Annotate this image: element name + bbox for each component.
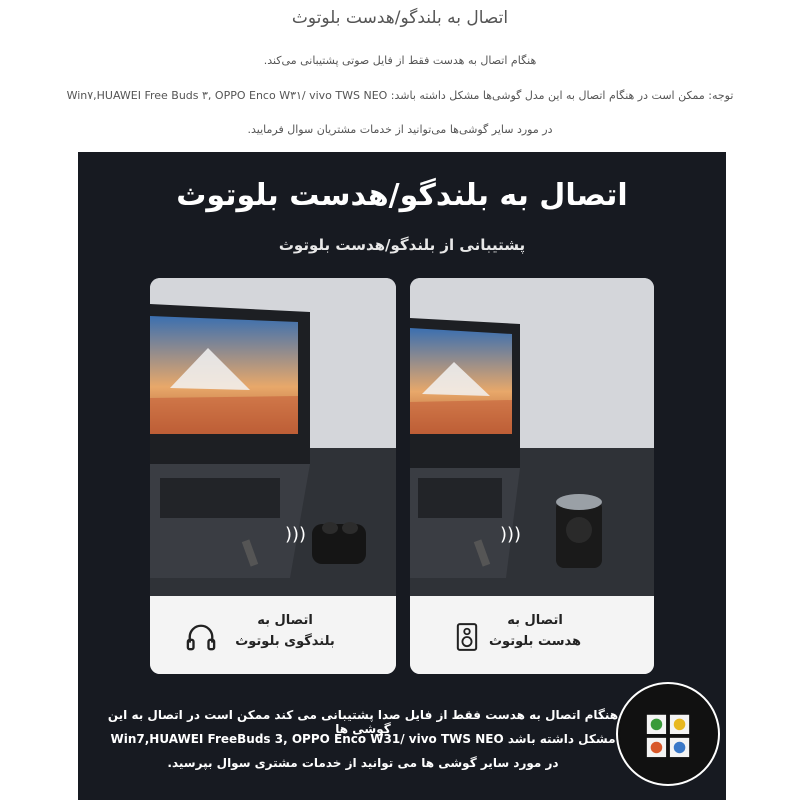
laptop-earbuds-photo	[150, 278, 396, 596]
banner-subtitle: پشتیبانی از بلندگو/هدست بلوتوث	[278, 236, 526, 254]
card-foot	[150, 596, 396, 674]
note-line-1: هنگام اتصال به هدست فقط از فایل صوتی پشتیبانی می‌کند.	[263, 54, 537, 67]
svg-text:))): )))	[285, 524, 307, 545]
note-line-3: در مورد سایر گوشی‌ها می‌توانید از خدمات مشتریان سوال فرمایید.	[247, 123, 553, 136]
page-title: اتصال به بلندگو/هدست بلوتوث	[291, 8, 509, 28]
banner-note-line-1: هنگام اتصال به هدست فقط از فایل صدا پشتیبانی می کند ممکن است در اتصال به این گوشی ها	[107, 708, 619, 736]
card-label-headset: اتصال به بلندگوی بلوتوث	[235, 613, 335, 649]
card-label-speaker: اتصال به هدست بلوتوث	[488, 613, 582, 649]
brand-logo	[616, 682, 720, 786]
banner-note-line-2: Win7,HUAWEI FreeBuds 3, OPPO Enco W31/ vivo TWS NEO مشکل داشته باشد	[110, 732, 616, 746]
card-foot	[410, 596, 654, 674]
laptop-speaker-photo	[410, 278, 654, 596]
banner-note-line-3: در مورد سایر گوشی ها می توانید از خدمات مشتری سوال بپرسید.	[167, 756, 559, 770]
headphones-icon	[186, 622, 216, 652]
product-banner-image	[78, 152, 726, 800]
note-line-2: توجه: ممکن است در هنگام اتصال به این مدل گوشی‌ها مشکل داشته باشد: Win۷,HUAWEI Free Buds ۳, OPPO Enco W۳۱/ vivo TWS NEO	[66, 89, 734, 102]
card-headset	[150, 278, 396, 674]
card-speaker	[410, 278, 654, 674]
banner-title: اتصال به بلندگو/هدست بلوتوث	[176, 178, 628, 213]
svg-text:))): )))	[500, 524, 522, 545]
